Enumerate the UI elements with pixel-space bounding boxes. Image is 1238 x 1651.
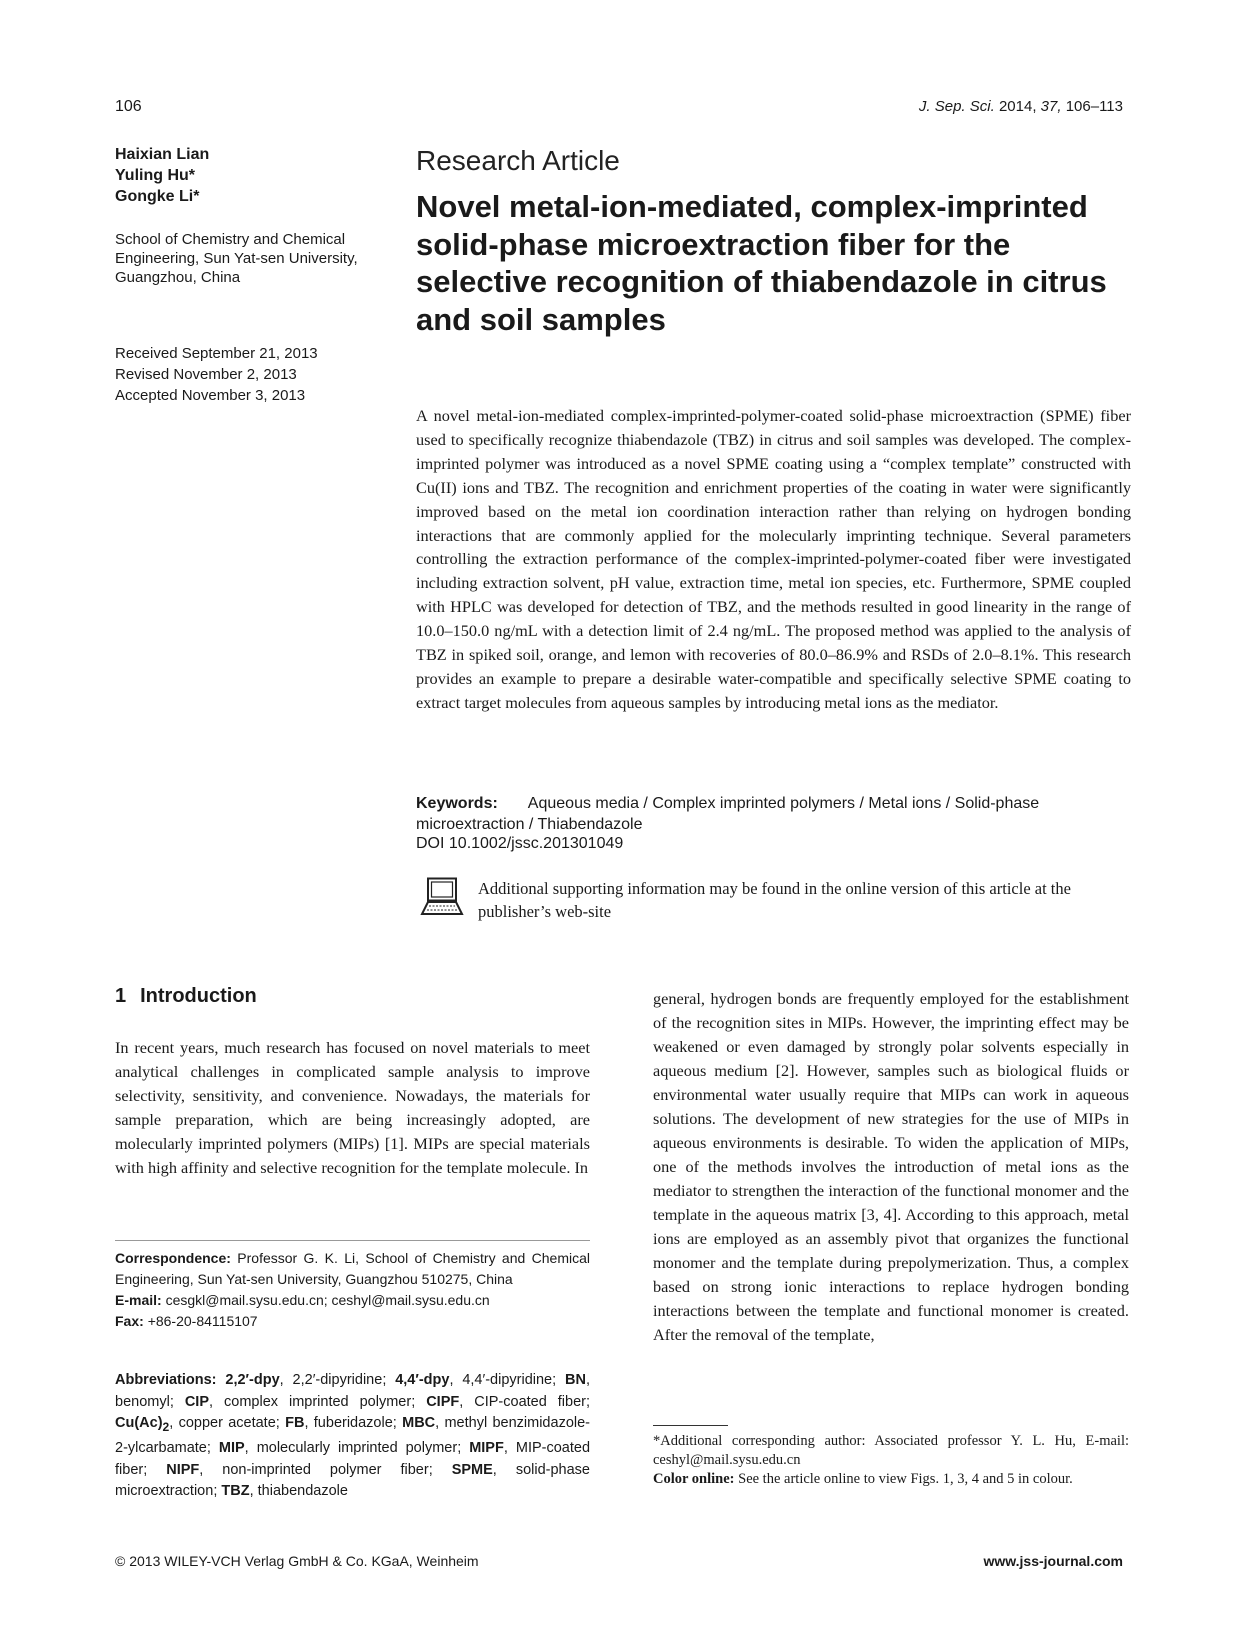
journal-website[interactable]: www.jss-journal.com (983, 1553, 1123, 1569)
abbreviation-term: MBC (402, 1415, 436, 1431)
copyright: © 2013 WILEY-VCH Verlag GmbH & Co. KGaA, Weinheim (115, 1553, 479, 1569)
abbreviation-definition: MIP-coated fiber (115, 1440, 591, 1478)
abbreviation-definition: benomyl (115, 1393, 170, 1410)
abbreviation-term: $Cu(Ac)_2$ (115, 1415, 170, 1434)
keywords-label: Keywords: (416, 795, 498, 812)
supporting-info-text: Additional supporting information may be found in the online version of this article at the publisher’s web-site (478, 879, 1071, 921)
abbreviation-term: CIP (184, 1393, 209, 1410)
author: Haixian Lian (115, 146, 210, 163)
author-list (115, 144, 375, 207)
abbreviation-definition: thiabendazole (257, 1483, 348, 1500)
abbreviation-term: NIPF (166, 1461, 200, 1478)
abbreviation-definition: CIP-coated fiber (474, 1393, 586, 1410)
color-online-text: See the article online to view Figs. 1, 3, 4 and 5 in colour. (738, 1471, 1073, 1487)
abbreviation-definition: fuberidazole (313, 1415, 393, 1431)
keywords-text: Aqueous media / Complex imprinted polymers / Metal ions / Solid-phase microextraction / Thiabendazole (416, 795, 1040, 833)
abbreviation-term: BN (565, 1372, 586, 1388)
keywords (416, 793, 1131, 835)
abbreviation-subscript: 2 (162, 1419, 170, 1434)
abbreviation-definition: complex imprinted polymer (224, 1393, 412, 1410)
journal-abbrev: J. Sep. Sci. (918, 98, 995, 115)
abbreviation-term: SPME (451, 1461, 493, 1478)
intro-paragraph-right: general, hydrogen bonds are frequently employed for the establishment of the recognition sites in MIPs. However, the imprinting effect may be weakened or even damaged by strongly polar solvents especially in aqueous medium [2]. However, samples such as biological fluids or environmental water usually require that MIPs can work in aqueous solutions. The development of new strategies for the use of MIPs in aqueous environments is desirable. To widen the application of MIPs, one of the methods involves the introduction of metal ions as the mediator to strengthen the interaction of the functional monomer and the template in the aqueous matrix [3, 4]. According to this approach, metal ions are employed as an assembly pivot that organizes the functional monomer and the template during prepolymerization. Thus, a complex based on strong ionic interactions to replace hydrogen bonding interactions between the template and functional monomer is created. After the removal of the template, (653, 989, 1129, 1344)
revised-date: Revised November 2, 2013 (115, 366, 297, 383)
fax-label: Fax: (115, 1313, 144, 1329)
correspondence-block (115, 1248, 590, 1332)
fax-line (115, 1311, 590, 1332)
color-online-label: Color online: (653, 1471, 735, 1487)
abbreviation-definition: methyl benzimidazole-2-ylcarbamate (115, 1415, 590, 1457)
abbreviations-list: 2,2′-dpy, 2,2′-dipyridine; 4,4′-dpy, 4,4′-dipyridine; BN, benomyl; CIP, complex imprinted polymer; CIPF, CIP-coated fiber; $Cu(Ac)_2$, copper acetate; FB, fuberidazole; MBC, methyl benzimidazole-2-ylcarbamate; MIP, molecularly imprinted polymer; MIPF, MIP-coated fiber; NIPF, non-imprinted polymer fiber; SPME, solid-phase microextraction; TBZ, thiabendazole (115, 1372, 591, 1500)
email-label: E-mail: (115, 1292, 162, 1308)
correspondence-label: Correspondence: (115, 1250, 231, 1266)
email-addresses[interactable]: cesgkl@mail.sysu.edu.cn; ceshyl@mail.sysu.edu.cn (165, 1292, 490, 1308)
abbreviation-definition: non-imprinted polymer fiber (222, 1461, 429, 1478)
abbreviation-term: 2,2′-dpy (225, 1372, 280, 1388)
journal-pages: 106–113 (1065, 98, 1123, 115)
article-type: Research Article (416, 145, 620, 176)
abbreviation-term: 4,4′-dpy (395, 1372, 450, 1388)
abbreviation-definition: molecularly imprinted polymer (256, 1440, 458, 1457)
fax-number: +86-20-84115107 (147, 1313, 258, 1329)
affiliation: School of Chemistry and Chemical Engineering, Sun Yat-sen University, Guangzhou, China (115, 231, 358, 286)
received-date: Received September 21, 2013 (115, 345, 318, 362)
intro-paragraph-left: In recent years, much research has focused on novel materials to meet analytical challenges in complicated sample analysis to improve selectivity, sensitivity, and convenience. Nowadays, the materials for sample preparation, which are being increasingly adopted, are molecularly imprinted polymers (MIPs) [1]. MIPs are special materials with high affinity and selective recognition for the template molecule. In (115, 1038, 590, 1177)
abbreviation-definition: copper acetate (178, 1415, 276, 1431)
journal-year: 2014, (998, 98, 1037, 115)
journal-volume: 37, (1040, 98, 1062, 115)
abbreviation-term: MIPF (469, 1440, 504, 1457)
correspondence-text: Professor G. K. Li, School of Chemistry and Chemical Engineering, Sun Yat-sen University, Guangzhou 510275, China (115, 1250, 590, 1287)
computer-icon (420, 877, 464, 917)
footnote-divider (653, 1425, 728, 1426)
abbreviation-definition: 2,2′-dipyridine (292, 1372, 383, 1388)
abbreviation-term: FB (285, 1415, 305, 1431)
abbreviation-term: TBZ (221, 1483, 250, 1500)
section-number: 1 (115, 985, 127, 1007)
article-title: Novel metal-ion-mediated, complex-imprinted solid-phase microextraction fiber for the selective recognition of thiabendazole in citrus and soil samples (416, 189, 1107, 337)
abbreviation-definition: solid-phase microextraction (115, 1461, 590, 1500)
journal-reference (919, 98, 1123, 115)
author: Gongke Li* (115, 188, 200, 205)
corresponding-footnote: *Additional corresponding author: Associated professor Y. L. Hu, E-mail: ceshyl@mail.sysu.edu.cn (653, 1433, 1129, 1468)
accepted-date: Accepted November 3, 2013 (115, 387, 306, 404)
doi[interactable]: DOI 10.1002/jssc.201301049 (416, 835, 624, 852)
section-heading (115, 985, 257, 1008)
section-title: Introduction (140, 985, 257, 1007)
abstract: A novel metal-ion-mediated complex-imprinted-polymer-coated solid-phase microextraction (SPME) fiber used to specifically recognize thiabendazole (TBZ) in citrus and soil samples was developed. The complex-imprinted polymer was introduced as a novel SPME coating using a “complex template” constructed with Cu(II) ions and TBZ. The recognition and enrichment properties of the coating in water were significantly improved based on the metal ion coordination interaction rather than relying on hydrogen bonding interactions that are commonly applied for the molecularly imprinting technique. Several parameters controlling the extraction performance of the complex-imprinted-polymer-coated fiber were investigated including extraction solvent, pH value, extraction time, metal ion species, etc. Furthermore, SPME coupled with HPLC was developed for detection of TBZ, and the methods resulted in good linearity in the range of 10.0–150.0 ng/mL with a detection limit of 2.4 ng/mL. The proposed method was applied to the analysis of TBZ in spiked soil, orange, and lemon with recoveries of 80.0–86.9% and RSDs of 2.0–8.1%. This research provides an example to prepare a desirable water-compatible and specifically selective SPME coating to extract target molecules from aqueous samples by introducing metal ions as the mediator. (416, 406, 1131, 712)
footnotes (653, 1432, 1129, 1489)
author: Yuling Hu* (115, 167, 195, 184)
abbreviations-label: Abbreviations: (115, 1372, 217, 1388)
abbreviation-term: CIPF (426, 1393, 460, 1410)
page-number: 106 (115, 98, 142, 115)
color-online-note (653, 1470, 1129, 1489)
abbreviations-block (115, 1370, 590, 1503)
article-dates (115, 343, 375, 406)
email-line (115, 1290, 590, 1311)
abbreviation-term: MIP (218, 1440, 245, 1457)
abbreviation-definition: 4,4′-dipyridine (462, 1372, 553, 1388)
correspondence-divider (115, 1240, 590, 1241)
